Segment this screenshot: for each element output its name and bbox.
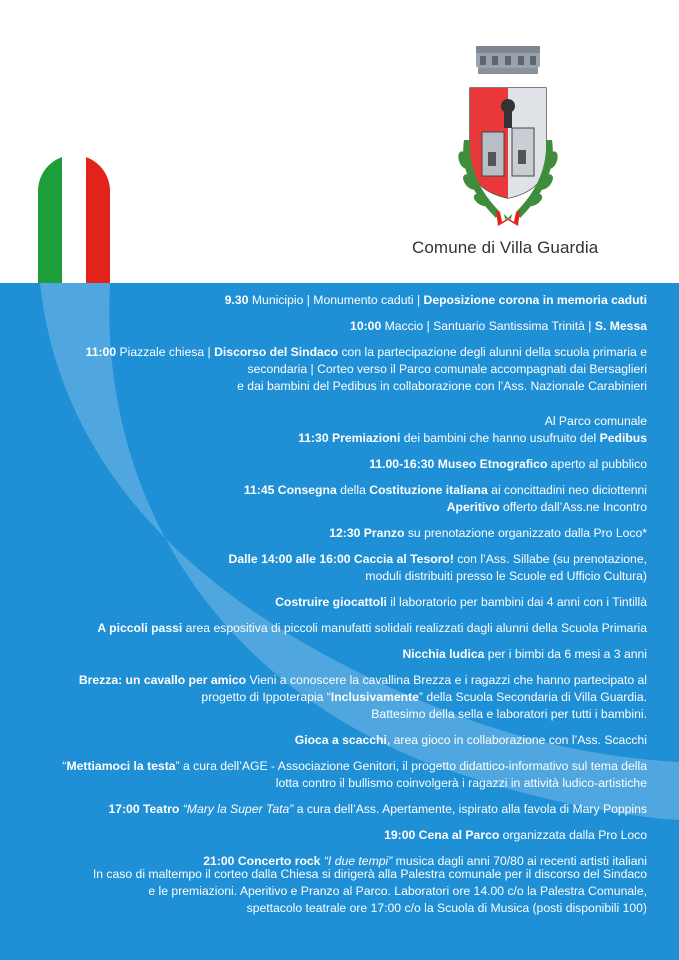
event-text: , area gioco in collaborazione con l’Ass. Scacchi <box>386 733 647 747</box>
bad-weather-note <box>60 866 647 917</box>
flag-green-band <box>38 155 62 283</box>
event-text: area espositiva di piccoli manufatti solidali realizzati dagli alunni della Scuola Primaria <box>182 621 647 635</box>
event-text: “I due tempi” <box>323 854 393 868</box>
event-spacer <box>20 749 647 758</box>
event-highlight: 9.30 <box>224 293 249 307</box>
event-entry <box>20 672 647 723</box>
event-spacer <box>20 637 647 646</box>
mural-crown-icon <box>476 46 540 74</box>
event-spacer <box>20 516 647 525</box>
event-spacer <box>20 542 647 551</box>
event-spacer <box>20 309 647 318</box>
event-entry <box>20 456 647 473</box>
event-entry <box>20 620 647 637</box>
event-highlight: Inclusivamente <box>330 690 419 704</box>
comune-name: Comune di Villa Guardia <box>412 238 599 257</box>
event-text: Municipio | Monumento caduti | <box>248 293 424 307</box>
event-text: a cura dell’Ass. Apertamente, ispirato alla favola di Mary Poppins <box>293 802 647 816</box>
event-highlight: 11.00-16:30 Museo Etnografico <box>369 457 548 471</box>
event-highlight: 11:45 Consegna <box>243 483 337 497</box>
event-highlight: 19:00 Cena al Parco <box>384 828 500 842</box>
event-entry <box>20 482 647 516</box>
event-highlight: Nicchia ludica <box>402 647 485 661</box>
note-line: In caso di maltempo il corteo dalla Chiesa si dirigerà alla Palestra comunale per il discorso del Sindaco <box>92 867 647 881</box>
event-text: musica dagli anni 70/80 ai recenti artisti italiani <box>392 854 647 868</box>
event-text: offerto dall’Ass.ne Incontro <box>499 500 647 514</box>
event-spacer <box>20 723 647 732</box>
event-highlight: 10:00 <box>350 319 382 333</box>
event-entry <box>20 827 647 844</box>
event-highlight: Mettiamoci la testa <box>66 759 176 773</box>
event-spacer <box>20 585 647 594</box>
note-line: e le premiazioni. Aperitivo e Pranzo al Parco. Laboratori ore 14.00 c/o la Palestra Comunale, <box>148 884 647 898</box>
event-entry <box>20 525 647 542</box>
event-highlight: Deposizione corona in memoria caduti <box>423 293 647 307</box>
event-entry <box>20 594 647 611</box>
event-entry <box>20 801 647 818</box>
event-highlight: 11:00 <box>85 345 117 359</box>
event-spacer <box>20 818 647 827</box>
event-entry <box>20 413 647 447</box>
event-highlight: Costruire giocattoli <box>275 595 387 609</box>
event-text: “Mary la Super Tata” <box>182 802 294 816</box>
event-highlight: Gioca a scacchi <box>294 733 387 747</box>
event-spacer <box>20 447 647 456</box>
event-text: progetto di Ippoterapia “ <box>201 690 331 704</box>
event-highlight: A piccoli passi <box>97 621 183 635</box>
event-entry <box>20 732 647 749</box>
event-highlight: 12:30 Pranzo <box>329 526 405 540</box>
event-text: lotta contro il bullismo coinvolgerà i ragazzi in attività ludico-artistiche <box>275 776 647 790</box>
event-entry <box>20 344 647 395</box>
event-text: il laboratorio per bambini dai 4 anni con i Tintillà <box>386 595 647 609</box>
event-text: Piazzale chiesa | <box>116 345 215 359</box>
event-entry <box>20 758 647 792</box>
event-text: Battesimo della sella e laboratori per tutti i bambini. <box>371 707 647 721</box>
note-line: spettacolo teatrale ore 17:00 c/o la Scuola di Musica (posti disponibili 100) <box>246 901 647 915</box>
event-highlight: 11:30 Premiazioni <box>298 431 401 445</box>
event-text: con la partecipazione degli alunni della scuola primaria e <box>338 345 647 359</box>
event-highlight: Discorso del Sindaco <box>214 345 339 359</box>
event-entry <box>20 551 647 585</box>
event-text: organizzata dalla Pro Loco <box>499 828 647 842</box>
event-text: moduli distribuiti presso le Scuole ed Ufficio Cultura) <box>365 569 647 583</box>
flag-white-band <box>62 155 86 283</box>
event-entry <box>20 318 647 335</box>
event-text: e dai bambini del Pedibus in collaborazione con l’Ass. Nazionale Carabinieri <box>237 379 647 393</box>
event-text: per i bimbi da 6 mesi a 3 anni <box>484 647 647 661</box>
event-highlight: 21:00 Concerto rock <box>203 854 321 868</box>
event-highlight: Brezza: un cavallo per amico <box>78 673 247 687</box>
event-text: su prenotazione organizzato dalla Pro Loco* <box>404 526 647 540</box>
event-text: ” a cura dell’AGE - Associazione Genitori, il progetto didattico-informativo sul tema della <box>175 759 647 773</box>
event-entry <box>20 646 647 663</box>
event-highlight: Costituzione italiana <box>369 483 488 497</box>
event-highlight: 17:00 Teatro <box>108 802 180 816</box>
event-text: dei bambini che hanno usufruito del <box>400 431 600 445</box>
event-text: Vieni a conoscere la cavallina Brezza e i ragazzi che hanno partecipato al <box>246 673 647 687</box>
event-text: Maccio | Santuario Santissima Trinità | <box>381 319 595 333</box>
event-spacer <box>20 844 647 853</box>
event-text: della <box>336 483 370 497</box>
event-spacer <box>20 395 647 413</box>
event-text: “ <box>62 759 67 773</box>
italian-flag-ribbon <box>38 155 110 283</box>
event-spacer <box>20 663 647 672</box>
event-highlight: S. Messa <box>594 319 647 333</box>
event-text: ai concittadini neo diciottenni <box>487 483 647 497</box>
event-text: Al Parco comunale <box>544 414 647 428</box>
shield-icon <box>470 88 546 198</box>
event-highlight: Dalle 14:00 alle 16:00 Caccia al Tesoro! <box>228 552 454 566</box>
event-highlight: Pedibus <box>599 431 647 445</box>
event-text: aperto al pubblico <box>547 457 647 471</box>
coat-of-arms-emblem <box>438 40 578 235</box>
event-spacer <box>20 473 647 482</box>
event-text: secondaria | Corteo verso il Parco comunale accompagnati dai Bersaglieri <box>247 362 647 376</box>
event-highlight: Aperitivo <box>446 500 500 514</box>
event-entry <box>20 292 647 309</box>
event-spacer <box>20 335 647 344</box>
event-text: ” della Scuola Secondaria di Villa Guardia. <box>418 690 647 704</box>
event-spacer <box>20 611 647 620</box>
event-spacer <box>20 792 647 801</box>
event-program <box>20 292 647 870</box>
event-text: con l’Ass. Sillabe (su prenotazione, <box>453 552 647 566</box>
